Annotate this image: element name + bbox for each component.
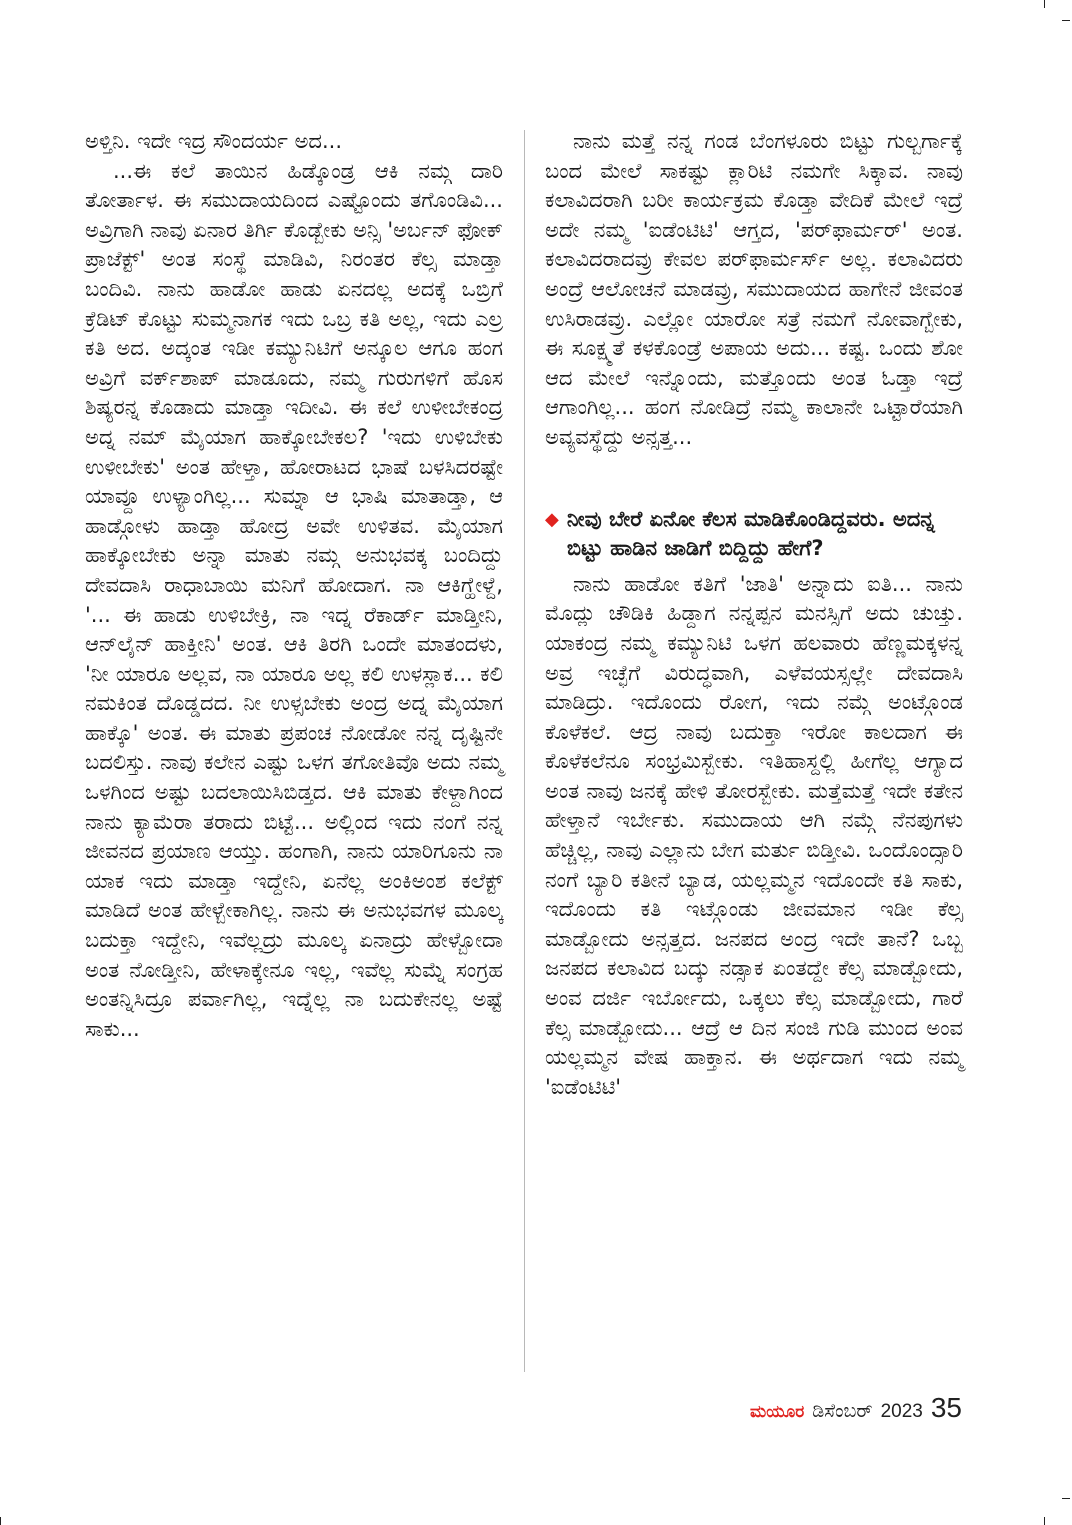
paragraph: ಅಳ್ತಿನಿ. ಇದೇ ಇದ್ರ ಸೌಂದರ್ಯ ಅದ... [85,129,342,153]
issue-year: 2023 [880,1401,923,1422]
crop-mark-top-right [1044,0,1045,8]
page-footer [750,1392,962,1424]
magazine-logo: ಮಯೂರ [750,1402,805,1421]
left-column [85,127,503,1044]
crop-mark-bottom-right [1044,1517,1045,1525]
paragraph: ನಾನು ಮತ್ತೆ ನನ್ನ ಗಂಡ ಬೆಂಗಳೂರು ಬಿಟ್ಟು ಗುಲ್ಬರ್ಗಾಕ್ಕೆ ಬಂದ ಮೇಲೆ ಸಾಕಷ್ಟು ಕ್ಲಾರಿಟಿ ನಮಗೇ ಸಿಕ್ಕಾವ. ನಾವು ಕಲಾವಿದರಾಗಿ ಬರೀ ಕಾರ್ಯಕ್ರಮ ಕೊಡ್ತಾ ವೇದಿಕೆ ಮೇಲೆ ಇದ್ರೆ ಅದೇ ನಮ್ಮ 'ಐಡೆಂಟಿಟಿ' ಆಗ್ತದ, 'ಪರ್‌ಫಾರ್ಮರ್' ಅಂತ. ಕಲಾವಿದರಾದವ್ರು ಕೇವಲ ಪರ್‌ಫಾರ್ಮರ್ಸ್ ಅಲ್ಲ. ಕಲಾವಿದರು ಅಂದ್ರೆ ಆಲೋಚನೆ ಮಾಡವ್ರು, ಸಮುದಾಯದ ಹಾಗೇನೆ ಜೀವಂತ ಉಸಿರಾಡವ್ರು. ಎಲ್ಲೋ ಯಾರೋ ಸತ್ರೆ ನಮಗೆ ನೋವಾಗ್ಬೇಕು, ಈ ಸೂಕ್ಷ್ಮತೆ ಕಳಕೊಂಡ್ರೆ ಅಪಾಯ ಅದು... ಕಷ್ಟ. ಒಂದು ಶೋ ಆದ ಮೇಲೆ ಇನ್ನೊಂದು, ಮತ್ತೊಂದು ಅಂತ ಓಡ್ತಾ ಇದ್ರೆ ಆಗಾಂಗಿಲ್ಲ... ಹಂಗ ನೋಡಿದ್ರೆ ನಮ್ಮ ಕಾಲಾನೇ ಒಟ್ಟಾರೆಯಾಗಿ ಅವ್ಯವಸ್ಥೆದ್ದು ಅನ್ಸತ್ತ... [545,129,963,449]
crop-mark-bottom-left [0,1517,1,1525]
issue-month: ಡಿಸೆಂಬರ್ [812,1401,873,1422]
interview-question [545,505,963,564]
column-divider [524,130,525,1372]
question-text: ನೀವು ಬೇರೆ ಏನೋ ಕೆಲಸ ಮಾಡಿಕೊಂಡಿದ್ದವರು. ಅದನ್ನ ಬಿಟ್ಟು ಹಾಡಿನ ಜಾಡಿಗೆ ಬಿದ್ದಿದ್ದು ಹೇಗೆ? [566,506,935,561]
crop-mark-right-top [1062,20,1070,21]
right-column [545,127,963,1102]
diamond-bullet-icon: ◆ [545,508,559,530]
crop-mark-right-bottom [1062,1498,1070,1499]
paragraph: ನಾನು ಹಾಡೋ ಕತಿಗೆ 'ಜಾತಿ' ಅನ್ನಾದು ಐತಿ... ನಾನು ಮೊದ್ಲು ಚೌಡಿಕಿ ಹಿಡ್ದಾಗ ನನ್ನಪ್ಪನ ಮನಸ್ಸಿಗೆ ಅದು ಚುಚ್ತು. ಯಾಕಂದ್ರ ನಮ್ಮ ಕಮ್ಯುನಿಟಿ ಒಳಗ ಹಲವಾರು ಹೆಣ್ಣಮಕ್ಕಳನ್ನ ಅವ್ರ ಇಚ್ಛೆಗೆ ವಿರುದ್ಧವಾಗಿ, ಎಳೆವಯಸ್ಸಲ್ಲೇ ದೇವದಾಸಿ ಮಾಡಿದ್ರು. ಇದೊಂದು ರೋಗ, ಇದು ನಮ್ಗೆ ಅಂಟ್ಗೊಂಡ ಕೊಳೆಕಲೆ. ಆದ್ರ ನಾವು ಬದುಕ್ತಾ ಇರೋ ಕಾಲದಾಗ ಈ ಕೊಳೆಕಲೆನೂ ಸಂಭ್ರಮಿಸ್ಬೇಕು. ಇತಿಹಾಸ್ದಲ್ಲಿ ಹೀಗೆಲ್ಲ ಆಗ್ಯಾದ ಅಂತ ನಾವು ಜನಕ್ಕೆ ಹೇಳಿ ತೋರಸ್ಬೇಕು. ಮತ್ತೆಮತ್ತೆ ಇದೇ ಕತೇನ ಹೇಳ್ತಾನೆ ಇರ್ಬೇಕು. ಸಮುದಾಯ ಆಗಿ ನಮ್ಗೆ ನೆನಪುಗಳು ಹೆಚ್ಚಿಲ್ಲ, ನಾವು ಎಲ್ಲಾನು ಬೇಗ ಮರ್ತು ಬಿಡ್ತೀವಿ. ಒಂದೊಂದ್ಸಾರಿ ನಂಗೆ ಬ್ಯಾರಿ ಕತೀನೆ ಬ್ಯಾಡ, ಯಲ್ಲಮ್ಮನ ಇದೊಂದೇ ಕತಿ ಸಾಕು, ಇದೊಂದು ಕತಿ ಇಟ್ಗೊಂಡು ಜೀವಮಾನ ಇಡೀ ಕೆಲ್ಸ ಮಾಡ್ಬೋದು ಅನ್ಸತ್ತದ. ಜನಪದ ಅಂದ್ರ ಇದೇ ತಾನೆ? ಒಬ್ಬ ಜನಪದ ಕಲಾವಿದ ಬದ್ಕು ನಡ್ಸಾಕ ಏಂತದ್ದೇ ಕೆಲ್ಸ ಮಾಡ್ಬೋದು, ಅಂವ ದರ್ಜಿ ಇರ್ಬೋದು, ಒಕ್ಕಲು ಕೆಲ್ಸ ಮಾಡ್ಬೋದು, ಗಾರೆ ಕೆಲ್ಸ ಮಾಡ್ಬೋದು... ಆದ್ರೆ ಆ ದಿನ ಸಂಜಿ ಗುಡಿ ಮುಂದ ಅಂವ ಯಲ್ಲಮ್ಮನ ವೇಷ ಹಾಕ್ತಾನ. ಈ ಅರ್ಥದಾಗ ಇದು ನಮ್ಮ 'ಐಡೆಂಟಿಟಿ' [545,571,963,1099]
paragraph: ...ಈ ಕಲೆ ತಾಯಿನ ಹಿಡ್ಕೊಂಡ್ರ ಆಕಿ ನಮ್ಗ ದಾರಿ ತೋರ್ತಾಳ. ಈ ಸಮುದಾಯದಿಂದ ಎಷ್ಟೊಂದು ತಗೊಂಡಿವಿ... ಅವ್ರಿಗಾಗಿ ನಾವು ಏನಾರ ತಿರ್ಗಿ ಕೊಡ್ಬೇಕು ಅನ್ಸಿ 'ಅರ್ಬನ್ ಫೋಕ್ ಪ್ರಾಜೆಕ್ಟ್' ಅಂತ ಸಂಸ್ಥೆ ಮಾಡಿವಿ, ನಿರಂತರ ಕೆಲ್ಸ ಮಾಡ್ತಾ ಬಂದಿವಿ. ನಾನು ಹಾಡೋ ಹಾಡು ಏನದಲ್ಲ ಅದಕ್ಕೆ ಒಬ್ರಿಗೆ ಕ್ರೆಡಿಟ್ ಕೊಟ್ಟು ಸುಮ್ಮನಾಗಕ ಇದು ಒಬ್ರ ಕತಿ ಅಲ್ಲ, ಇದು ಎಲ್ರ ಕತಿ ಅದ. ಅದ್ಕಂತ ಇಡೀ ಕಮ್ಯುನಿಟಿಗೆ ಅನ್ಕೂಲ ಆಗೂ ಹಂಗ ಅವ್ರಿಗೆ ವರ್ಕ್‌ಶಾಪ್ ಮಾಡೂದು, ನಮ್ಮ ಗುರುಗಳಿಗೆ ಹೊಸ ಶಿಷ್ಯರನ್ನ ಕೊಡಾದು ಮಾಡ್ತಾ ಇದೀವಿ. ಈ ಕಲೆ ಉಳೀಬೇಕಂದ್ರ ಅದ್ನ ನಮ್ ಮೈಯಾಗ ಹಾಕ್ಕೋಬೇಕಲ? 'ಇದು ಉಳಿಬೇಕು ಉಳೀಬೇಕು' ಅಂತ ಹೇಳ್ತಾ, ಹೋರಾಟದ ಭಾಷೆ ಬಳಸಿದರಷ್ಟೇ ಯಾವ್ದೂ ಉಳ್ಯಾಂಗಿಲ್ಲ... ಸುಮ್ನಾ ಆ ಭಾಷಿ ಮಾತಾಡ್ತಾ, ಆ ಹಾಡ್ಗೋಳು ಹಾಡ್ತಾ ಹೋದ್ರ ಅವೇ ಉಳಿತವ. ಮೈಯಾಗ ಹಾಕ್ಕೋಬೇಕು ಅನ್ನಾ ಮಾತು ನಮ್ಗ ಅನುಭವಕ್ಕ ಬಂದಿದ್ದು ದೇವದಾಸಿ ರಾಧಾಬಾಯಿ ಮನಿಗೆ ಹೋದಾಗ. ನಾ ಆಕಿಗ್ಹೇಳ್ದೆ, '... ಈ ಹಾಡು ಉಳಿಬೇಕ್ರಿ, ನಾ ಇದ್ನ ರೆಕಾರ್ಡ್ ಮಾಡ್ತೀನಿ, ಆನ್‌ಲೈನ್ ಹಾಕ್ತೀನಿ' ಅಂತ. ಆಕಿ ತಿರಗಿ ಒಂದೇ ಮಾತಂದಳು, 'ನೀ ಯಾರೂ ಅಲ್ಲವ, ನಾ ಯಾರೂ ಅಲ್ಲ ಕಲಿ ಉಳಸ್ಲಾಕ... ಕಲಿ ನಮಕಿಂತ ದೊಡ್ಡದದ. ನೀ ಉಳ್ಸಬೇಕು ಅಂದ್ರ ಅದ್ನ ಮೈಯಾಗ ಹಾಕ್ಕೊ' ಅಂತ. ಈ ಮಾತು ಪ್ರಪಂಚ ನೋಡೋ ನನ್ನ ದೃಷ್ಟಿನೇ ಬದಲಿಸ್ತು. ನಾವು ಕಲೇನ ಎಷ್ಟು ಒಳಗ ತಗೋತಿವೊ ಅದು ನಮ್ಮ ಒಳಗಿಂದ ಅಷ್ಟು ಬದಲಾಯಿಸಿಬಿಡ್ತದ. ಆಕಿ ಮಾತು ಕೇಳ್ದಾಗಿಂದ ನಾನು ಕ್ಯಾಮೆರಾ ತರಾದು ಬಿಟ್ಟೆ... ಅಲ್ಲಿಂದ ಇದು ನಂಗೆ ನನ್ನ ಜೀವನದ ಪ್ರಯಾಣ ಆಯ್ತು. ಹಂಗಾಗಿ, ನಾನು ಯಾರಿಗೂನು ನಾ ಯಾಕ ಇದು ಮಾಡ್ತಾ ಇದ್ದೇನಿ, ಏನೆಲ್ಲ ಅಂಕಿಅಂಶ ಕಲೆಕ್ಟ್ ಮಾಡಿದೆ ಅಂತ ಹೇಳ್ಬೇಕಾಗಿಲ್ಲ. ನಾನು ಈ ಅನುಭವಗಳ ಮೂಲ್ಕ ಬದುಕ್ತಾ ಇದ್ದೇನಿ, ಇವೆಲ್ಲದ್ರು ಮೂಲ್ಕ ಏನಾದ್ರು ಹೇಳ್ಬೋದಾ ಅಂತ ನೋಡ್ತೀನಿ, ಹೇಳಾಕ್ಕೇನೂ ಇಲ್ಲ, ಇವೆಲ್ಲ ಸುಮ್ನೆ ಸಂಗ್ರಹ ಅಂತನ್ನಿಸಿದ್ರೂ ಪರ್ವಾಗಿಲ್ಲ, ಇದ್ನೆಲ್ಲ ನಾ ಬದುಕೇನಲ್ಲ ಅಷ್ಟೆ ಸಾಕು... [85,158,503,1041]
page-number: 35 [930,1392,962,1423]
